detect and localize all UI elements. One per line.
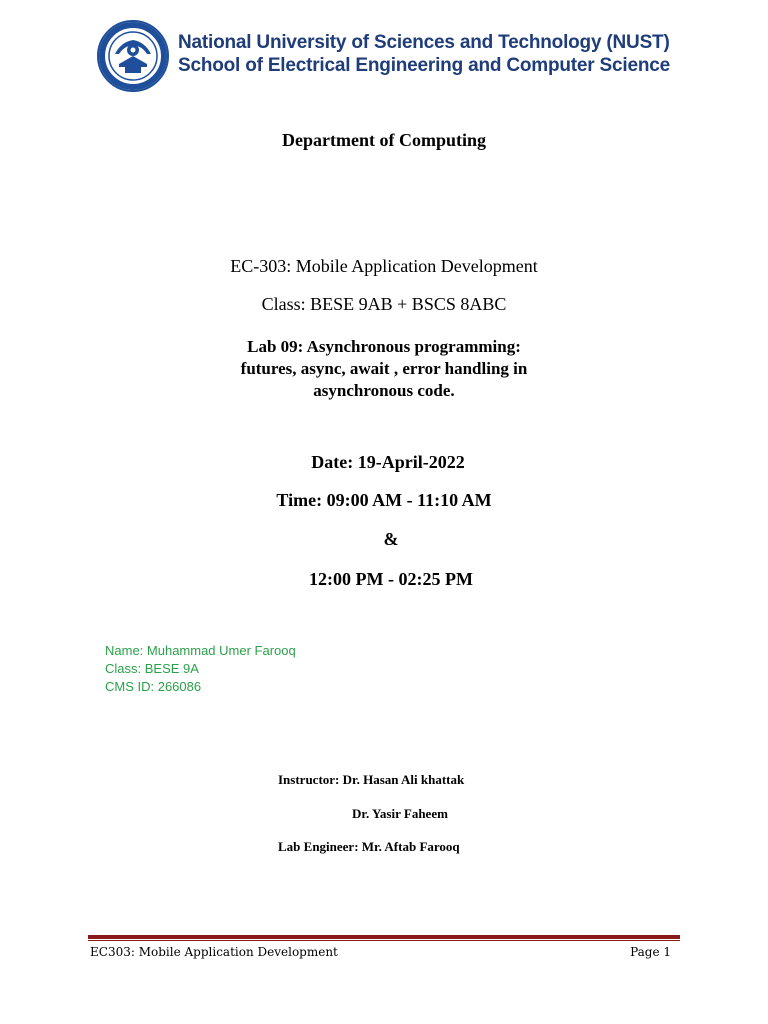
time-ampersand: &	[383, 529, 399, 549]
instructor-line-2: Dr. Yasir Faheem	[352, 806, 448, 821]
department-title: Department of Computing	[282, 130, 486, 150]
student-info	[105, 642, 296, 696]
footer-divider	[88, 935, 680, 939]
course-title: EC-303: Mobile Application Development	[230, 256, 538, 276]
lab-time-2: 12:00 PM - 02:25 PM	[309, 569, 473, 589]
lab-engineer-line: Lab Engineer: Mr. Aftab Farooq	[278, 839, 460, 854]
footer-divider-thin	[88, 940, 680, 941]
lab-title	[0, 336, 768, 402]
lab-title-line: Lab 09: Asynchronous programming:	[247, 337, 521, 356]
page-number: Page 1	[630, 945, 671, 959]
class-line: Class: BESE 9AB + BSCS 8ABC	[261, 294, 507, 314]
instructor-line: Instructor: Dr. Hasan Ali khattak	[278, 772, 465, 787]
student-cms-id: CMS ID: 266086	[105, 679, 202, 694]
school-name: School of Electrical Engineering and Computer Science	[178, 55, 670, 76]
student-name: Name: Muhammad Umer Farooq	[105, 643, 296, 658]
lab-date: Date: 19-April-2022	[311, 452, 465, 472]
lab-time: Time: 09:00 AM - 11:10 AM	[276, 490, 492, 510]
footer-course: EC303: Mobile Application Development	[90, 945, 338, 959]
nust-seal-icon	[97, 20, 169, 92]
university-name: National University of Sciences and Technology (NUST)	[178, 32, 670, 53]
student-class: Class: BESE 9A	[105, 661, 199, 676]
lab-title-line: asynchronous code.	[313, 381, 455, 400]
lab-title-line: futures, async, await , error handling in	[240, 359, 528, 378]
